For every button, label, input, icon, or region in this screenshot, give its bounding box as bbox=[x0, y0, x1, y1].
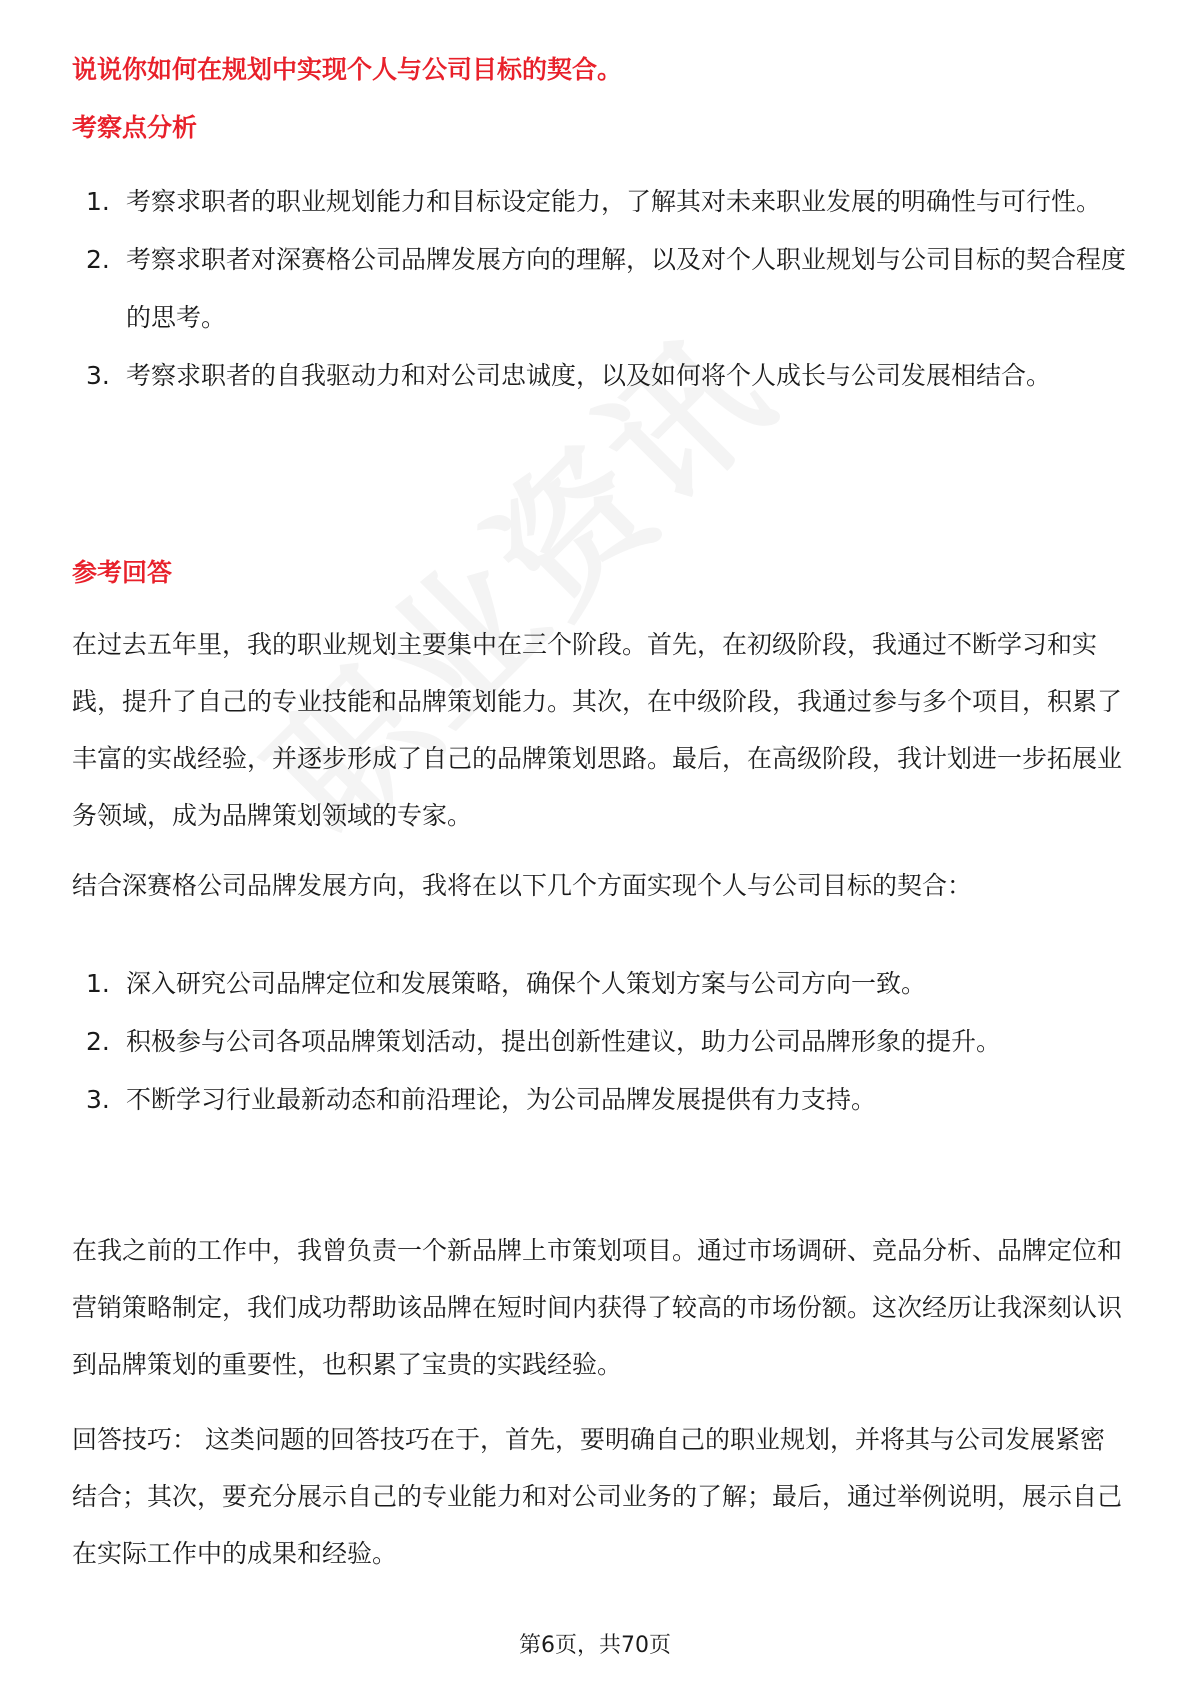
answer-tips-paragraph: 回答技巧： 这类问题的回答技巧在于，首先，要明确自己的职业规划，并将其与公司发展紧密结合；其次，要充分展示自己的专业能力和对公司业务的了解；最后，通过举例说明，展示自己在实际工作中的成果和经验。 bbox=[72, 1425, 1123, 1568]
list-number: 3. bbox=[86, 361, 110, 390]
list-item bbox=[86, 231, 1126, 347]
list-text: 不断学习行业最新动态和前沿理论，为公司品牌发展提供有力支持。 bbox=[126, 1085, 877, 1114]
analysis-heading: 考察点分析 bbox=[72, 113, 198, 142]
reference-paragraph: 在过去五年里，我的职业规划主要集中在三个阶段。首先，在初级阶段，我通过不断学习和实践，提升了自己的专业技能和品牌策划能力。其次，在中级阶段，我通过参与多个项目，积累了丰富的实战经验，并逐步形成了自己的品牌策划思路。最后，在高级阶段，我计划进一步拓展业务领域，成为品牌策划领域的专家。 bbox=[72, 630, 1123, 830]
question-title: 说说你如何在规划中实现个人与公司目标的契合。 bbox=[72, 55, 623, 84]
list-text: 积极参与公司各项品牌策划活动，提出创新性建议，助力公司品牌形象的提升。 bbox=[126, 1027, 1002, 1056]
list-number: 2. bbox=[86, 245, 110, 274]
reference-heading: 参考回答 bbox=[72, 558, 173, 587]
list-item bbox=[86, 173, 1126, 231]
list-number: 2. bbox=[86, 1027, 110, 1056]
list-text: 深入研究公司品牌定位和发展策略，确保个人策划方案与公司方向一致。 bbox=[126, 969, 927, 998]
reference-paragraph: 结合深赛格公司品牌发展方向，我将在以下几个方面实现个人与公司目标的契合： bbox=[72, 871, 973, 900]
list-item bbox=[86, 955, 1126, 1013]
analysis-list bbox=[86, 173, 1126, 405]
list-text: 考察求职者对深赛格公司品牌发展方向的理解，以及对个人职业规划与公司目标的契合程度的思考。 bbox=[126, 245, 1127, 332]
list-number: 1. bbox=[86, 969, 110, 998]
list-item bbox=[86, 1013, 1126, 1071]
page-number: 第6页，共70页 bbox=[519, 1633, 671, 1658]
list-number: 1. bbox=[86, 187, 110, 216]
list-number: 3. bbox=[86, 1085, 110, 1114]
list-item bbox=[86, 347, 1126, 405]
reference-paragraph: 在我之前的工作中，我曾负责一个新品牌上市策划项目。通过市场调研、竞品分析、品牌定位和营销策略制定，我们成功帮助该品牌在短时间内获得了较高的市场份额。这次经历让我深刻认识到品牌策划的重要性，也积累了宝贵的实践经验。 bbox=[72, 1236, 1123, 1379]
reference-list bbox=[86, 955, 1126, 1129]
list-text: 考察求职者的职业规划能力和目标设定能力，了解其对未来职业发展的明确性与可行性。 bbox=[126, 187, 1102, 216]
list-item bbox=[86, 1071, 1126, 1129]
list-text: 考察求职者的自我驱动力和对公司忠诚度，以及如何将个人成长与公司发展相结合。 bbox=[126, 361, 1052, 390]
